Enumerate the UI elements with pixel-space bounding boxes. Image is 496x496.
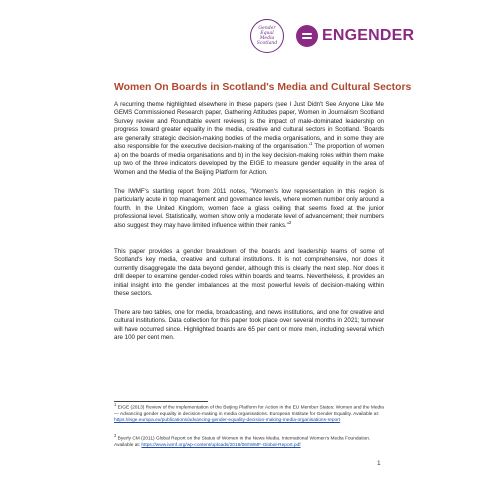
page-title: Women On Boards in Scotland's Media and Cultural Sectors	[114, 82, 412, 93]
footnote-text: Byerly CM (2011) Global Report on the Status of Women in the News Media. International Women's Media Foundation. Available at:	[114, 436, 371, 448]
footnote-number: 2	[114, 433, 117, 438]
footnote-link[interactable]: https://eige.europa.eu/publications/advancing-gender-equality-decision-making-media-organisations-report	[114, 417, 341, 423]
footnote-link[interactable]: https://www.iwmf.org/wp-content/uploads/2018/06/IWMF-Global-Report.pdf	[141, 442, 301, 448]
engender-logo-text: ENGENDER	[322, 27, 415, 44]
paragraph-2	[114, 188, 384, 230]
footnote-ref[interactable]: 2	[288, 219, 292, 225]
paragraph-text: There are two tables, one for media, broadcasting, and news institutions, and one for creative and cultural institutions. Data collection for this paper took place over several months in 2021; turnover will have occurred since. Highlighted boards are 65 per cent or more men, including several which are 100 per cent men.	[114, 309, 384, 342]
footnote-1	[114, 402, 386, 424]
paragraph-1	[114, 101, 384, 177]
logo-line: Scotland	[256, 41, 278, 47]
footnote-text: EIGE (2013) Review of the implementation of the Beijing Platform for Action in the EU Member States: Women and the Media — Advancing gender equality in decision-making in media organisations. European Institute for Gender Equality. Available at:	[114, 405, 384, 417]
paragraph-text: A recurring theme highlighted elsewhere in these papers (see I Just Didn't See Anyone Like Me GEMS Commissioned Research paper, Gathering Attitudes paper, Women in Journalism Scotland Survey review and Roundtable event reviews) is the impact of male-dominated leadership on progress toward greater equality in the media, creative and cultural sectors in Scotland. 'Boards are generally strategic decision-making bodies of the media organisations, and in some they are also responsible for the executive decision-making of the organisation.'	[114, 101, 384, 151]
paragraph-3	[114, 248, 384, 299]
paragraph-text: This paper provides a gender breakdown of the boards and leadership teams of some of Scotland's key media, creative and cultural institutions. It is not comprehensive, nor does it currently disaggregate the data beyond gender, although this is clearly the next step. Nor does it drill deeper to examine gender-coded roles within boards and teams. Nevertheless, it provides an initial insight into the gender imbalances at the most powerful levels of decision-making within these sectors.	[114, 248, 384, 298]
logo-line: Equal	[260, 30, 274, 36]
engender-logo-icon	[296, 25, 318, 47]
footnote-number: 1	[114, 402, 117, 407]
footnote-ref[interactable]: 1	[310, 141, 313, 147]
page-number: 1	[377, 460, 381, 467]
footnote-2	[114, 433, 386, 449]
paragraph-text: The IWMF's startling report from 2011 notes, "Women's low representation in this region is particularly acute in top management and governance levels, where women number only around a fourth. In the United Kingdom, women face a glass ceiling that seems fixed at the junior professional level. Statistically, women show only a moderate level of advancement; their numbers also suggest they may have limited influence within their ranks."	[114, 188, 384, 229]
paragraph-4	[114, 309, 384, 343]
logo-line: Media	[259, 36, 275, 41]
footnote-divider	[114, 401, 208, 402]
gems-logo	[250, 19, 284, 53]
paragraph-text: The proportion of women a) on the boards of media organisations and b) in the key decision-making roles within them make up two of the three indicators developed by the EIGE to measure gender equality in the area of Women and the Media of the Beijing Platform for Action.	[114, 143, 384, 176]
logo-line: Gender	[258, 25, 276, 31]
